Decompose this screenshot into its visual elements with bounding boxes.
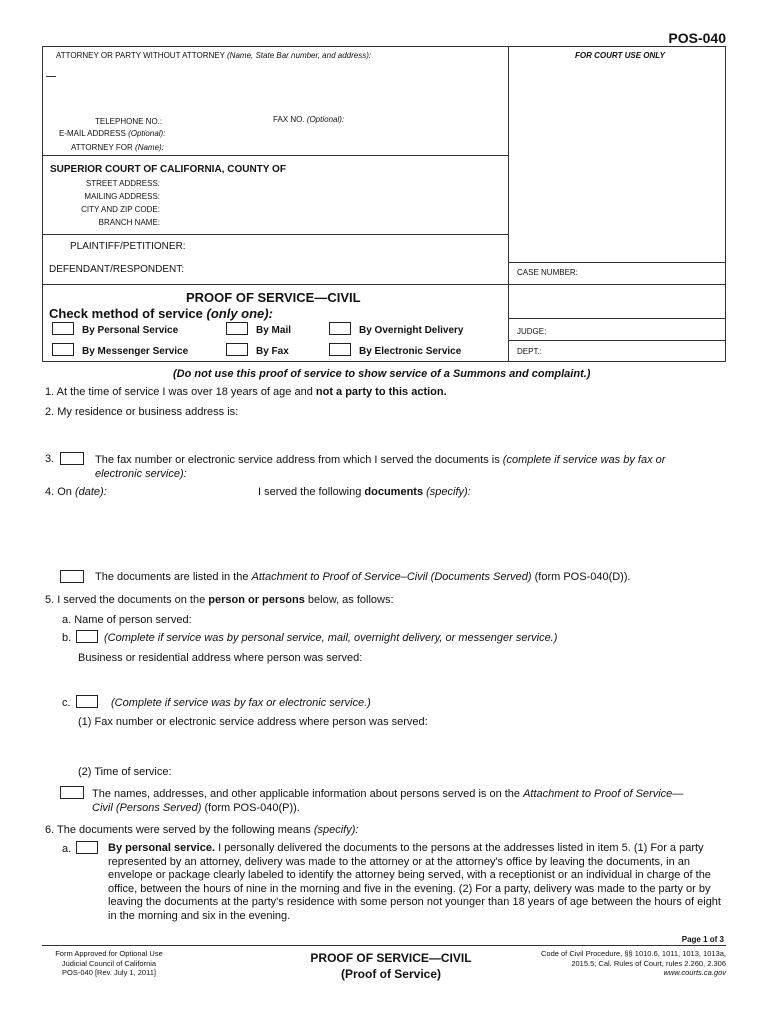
judge-label: JUDGE: [517, 327, 547, 336]
check-method-label: Check method of service (only one): [49, 306, 273, 321]
fax-label: FAX NO. (Optional): [273, 115, 345, 124]
persons-attachment-text: The names, addresses, and other applicable information about persons served is on the Attachment to Proof of Service—Civil (Persons Served) (form POS-040(P)). [92, 788, 684, 814]
person-served-field[interactable] [202, 612, 712, 626]
plaintiff-field[interactable] [190, 239, 495, 253]
mail-checkbox[interactable] [226, 322, 248, 335]
plaintiff-label: PLAINTIFF/PETITIONER: [70, 241, 186, 252]
attorney-label: ATTORNEY OR PARTY WITHOUT ATTORNEY (Name, State Bar number, and address): [56, 51, 372, 60]
documents-attachment-checkbox[interactable] [60, 570, 84, 583]
item-5c2: (2) Time of service: [78, 766, 172, 778]
fax-checkbox[interactable] [226, 343, 248, 356]
personal-service-label: By Personal Service [82, 325, 179, 336]
item-5b-address-label: Business or residential address where person was served: [78, 652, 363, 664]
street-field[interactable] [164, 177, 494, 189]
mail-label: By Mail [256, 325, 292, 336]
defendant-field[interactable] [190, 262, 495, 276]
item-5b-number: b. [62, 632, 72, 644]
attorney-name-field[interactable] [56, 62, 496, 112]
form-id: POS-040 [668, 30, 726, 46]
dept-field[interactable] [550, 344, 720, 358]
overnight-checkbox[interactable] [329, 322, 351, 335]
form-approval: Form Approved for Optional Use Judicial Council of California POS-040 [Rev. July 1, 2011] [55, 949, 163, 977]
personal-service-checkbox[interactable] [52, 322, 74, 335]
item-1: 1. At the time of service I was over 18 years of age and not a party to this action. [45, 386, 447, 398]
item-4-documents: I served the following documents (specify): [258, 486, 471, 498]
telephone-field[interactable] [162, 114, 262, 126]
person-address-field[interactable] [78, 666, 718, 692]
courts-link[interactable]: www.courts.ca.gov [663, 968, 726, 977]
electronic-label: By Electronic Service [359, 346, 462, 357]
mailing-field[interactable] [164, 190, 494, 202]
case-number-label: CASE NUMBER: [517, 268, 578, 277]
residence-address-field[interactable] [278, 402, 718, 442]
item-3-checkbox[interactable] [60, 452, 84, 465]
item-6a-text: By personal service. I personally delivered the documents to the persons at the addresses listed in item 5. (1) For a party represented by an attorney, delivery was made to the attorney or at the attorney's office by leaving the documents, in an envelope or package clearly labeled to identify the attorney being served, with a receptionist or an individual in charge of the office, between the hours of nine in the morning and five in the evening. (2) For a party, delivery was made to the party or by leaving the documents at the party's residence with some person not younger than 18 years of age between the hours of eight in the morning and six in the evening. [108, 842, 721, 922]
documents-field[interactable] [60, 502, 720, 562]
court-title: SUPERIOR COURT OF CALIFORNIA, COUNTY OF [50, 164, 286, 175]
item-5c1: (1) Fax number or electronic service address where person was served: [78, 716, 428, 728]
form-title: PROOF OF SERVICE—CIVIL [186, 290, 361, 305]
time-of-service-field[interactable] [186, 764, 386, 778]
branch-field[interactable] [164, 216, 494, 228]
item-2: 2. My residence or business address is: [45, 406, 239, 418]
item-5c-number: c. [62, 697, 71, 709]
mailing-label: MAILING ADDRESS: [84, 192, 160, 201]
page-number: Page 1 of 3 [681, 935, 724, 944]
defendant-label: DEFENDANT/RESPONDENT: [49, 264, 185, 275]
item-5: 5. I served the documents on the person or persons below, as follows: [45, 594, 394, 606]
item-6: 6. The documents were served by the following means (specify): [45, 824, 359, 836]
messenger-checkbox[interactable] [52, 343, 74, 356]
service-date-field[interactable] [112, 484, 252, 498]
email-field[interactable] [162, 126, 492, 138]
street-label: STREET ADDRESS: [85, 179, 160, 188]
item-5b-text: (Complete if service was by personal service, mail, overnight delivery, or messenger service.) [104, 632, 558, 644]
item-3-text: The fax number or electronic service address from which I served the documents is (complete if service was by fax or electronic service): [95, 454, 666, 480]
overnight-label: By Overnight Delivery [359, 325, 464, 336]
telephone-label: TELEPHONE NO.: [95, 117, 163, 126]
dept-label: DEPT.: [517, 347, 542, 356]
court-use-label: FOR COURT USE ONLY [575, 51, 665, 60]
fax-field[interactable] [345, 112, 495, 124]
fax-address-field[interactable] [100, 730, 718, 760]
item-3-number: 3. [45, 453, 55, 465]
persons-attachment-checkbox[interactable] [60, 786, 84, 799]
email-label: E-MAIL ADDRESS (Optional): [59, 129, 166, 138]
footer-title: PROOF OF SERVICE—CIVIL (Proof of Service) [310, 951, 472, 981]
fax-method-label: By Fax [256, 346, 289, 357]
city-field[interactable] [164, 203, 494, 215]
documents-attachment-text: The documents are listed in the Attachment to Proof of Service–Civil (Documents Served) (form POS-040(D)). [95, 571, 631, 583]
item-5c-text: (Complete if service was by fax or electronic service.) [111, 697, 371, 709]
item-5a: a. Name of person served: [62, 614, 192, 626]
attorney-for-label: ATTORNEY FOR (Name): [71, 143, 164, 152]
electronic-checkbox[interactable] [329, 343, 351, 356]
item-5c-checkbox[interactable] [76, 695, 98, 708]
judge-field[interactable] [550, 323, 720, 337]
item-6a-number: a. [62, 843, 72, 855]
case-number-field[interactable] [512, 288, 722, 314]
item-5b-checkbox[interactable] [76, 630, 98, 643]
county-field[interactable] [292, 162, 492, 174]
notice: (Do not use this proof of service to show service of a Summons and complaint.) [173, 368, 591, 380]
item-4: 4. On (date): [45, 486, 107, 498]
attorney-for-field[interactable] [162, 140, 492, 152]
messenger-label: By Messenger Service [82, 346, 189, 357]
branch-label: BRANCH NAME: [98, 218, 160, 227]
legal-citation: Code of Civil Procedure, §§ 1010.6, 1011, 1013, 1013a, 2015.5; Cal. Rules of Court, rules 2.260, 2.306 www.courts.ca.gov [541, 949, 726, 977]
city-label: CITY AND ZIP CODE: [81, 205, 160, 214]
item-6a-checkbox[interactable] [76, 841, 98, 854]
